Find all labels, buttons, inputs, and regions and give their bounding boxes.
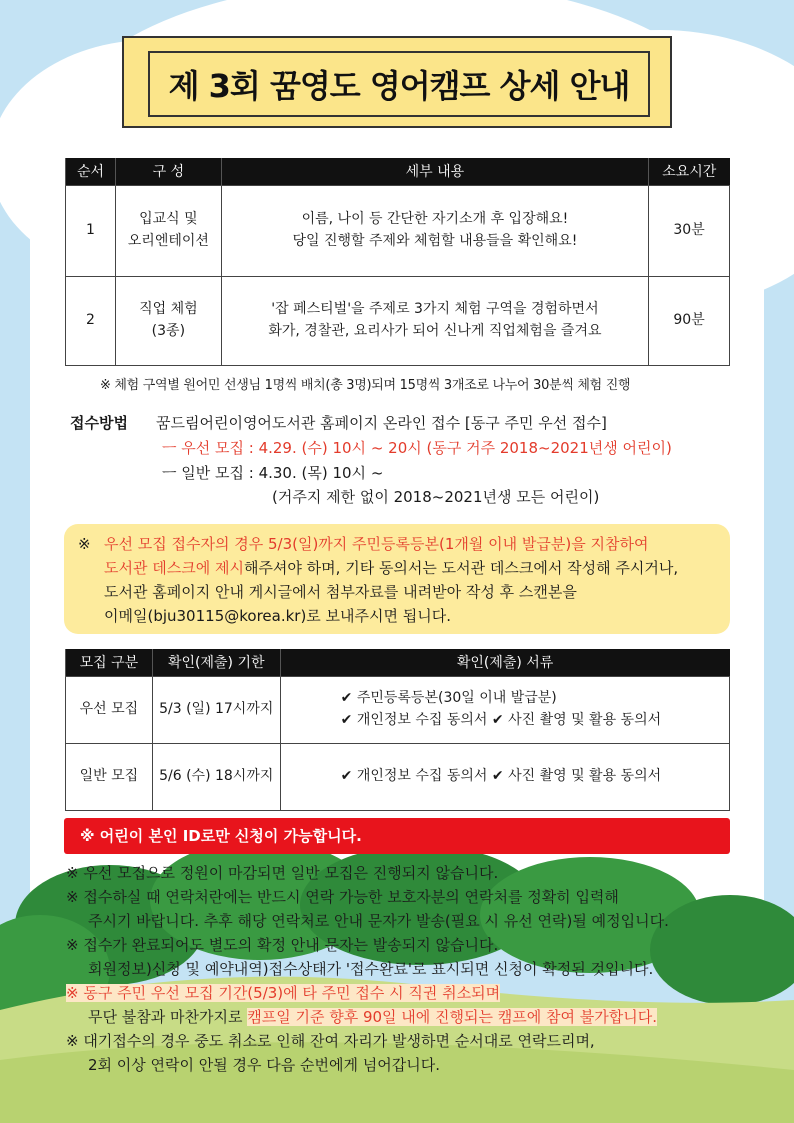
note-4a: ※ 동구 주민 우선 모집 기간(5/3)에 타 주민 접수 시 직권 취소되며 (66, 984, 501, 1002)
row-type: 일반 모집 (66, 743, 153, 810)
col-documents: 확인(제출) 서류 (280, 649, 729, 676)
note-1: ※ 우선 모집으로 정원이 마감되면 일반 모집은 진행되지 않습니다. (66, 864, 499, 882)
col-type: 모집 구분 (66, 649, 153, 676)
note-2a: ※ 접수하실 때 연락처란에는 반드시 연락 가능한 보호자분의 연락처를 정확히 입력해 (66, 888, 619, 906)
note-5b: 2회 이상 연락이 안될 경우 다음 순번에게 넘어갑니다. (88, 1056, 440, 1074)
col-details: 세부 내용 (221, 158, 648, 185)
notice-line-3: 도서관 홈페이지 안내 게시글에서 첨부자료를 내려받아 작성 후 스캔본을 (104, 583, 577, 601)
note-4b: 무단 불참과 마찬가지로 캠프일 기준 향후 90일 내에 진행되는 캠프에 참여 불가합니다. (88, 1008, 657, 1026)
table-row (66, 676, 730, 743)
note-3a: ※ 접수가 완료되어도 별도의 확정 안내 문자는 발송되지 않습니다. (66, 936, 499, 954)
col-duration: 소요시간 (649, 158, 730, 185)
notice-line-4: 이메일(bju30115@korea.kr)로 보내주시면 됩니다. (104, 607, 452, 625)
row-number: 2 (66, 276, 116, 365)
row-details: '잡 페스티벌'을 주제로 3가지 체험 구역을 경험하면서 화가, 경찰관, 요리사가 되어 신나게 직업체험을 즐겨요 (221, 276, 648, 365)
notice-line-2: 도서관 데스크에 제시해주셔야 하며, 기타 동의서는 도서관 데스크에서 작성해 주시거나, (104, 559, 679, 577)
row-name: 입교식 및 오리엔테이션 (115, 185, 221, 276)
documents-table (65, 649, 730, 811)
col-order: 순서 (66, 158, 116, 185)
notice-mark: ※ (78, 535, 91, 553)
row-documents: ✔ 주민등록등본(30일 이내 발급분) ✔ 개인정보 수집 동의서 ✔ 사진 촬영 및 활용 동의서 (280, 676, 729, 743)
registration-method: 꿈드림어린이영어도서관 홈페이지 온라인 접수 [동구 주민 우선 접수] (156, 414, 607, 432)
general-note: (거주지 제한 없이 2018~2021년생 모든 어린이) (272, 488, 600, 506)
notice-line-1: 우선 모집 접수자의 경우 5/3(일)까지 주민등록등본(1개월 이내 발급분)을 지참하여 (104, 535, 649, 553)
note-5a: ※ 대기접수의 경우 중도 취소로 인해 잔여 자리가 발생하면 순서대로 연락드리며, (66, 1032, 595, 1050)
priority-period: ㅡ 우선 모집 : 4.29. (수) 10시 ~ 20시 (동구 거주 2018~2021년생 어린이) (162, 439, 672, 457)
note-2b: 주시기 바랍니다. 추후 해당 연락처로 안내 문자가 발송(필요 시 유선 연락)될 예정입니다. (88, 912, 669, 930)
col-deadline: 확인(제출) 기한 (152, 649, 280, 676)
row-duration: 30분 (649, 185, 730, 276)
note-3b: 회원정보)신청 및 예약내역)접수상태가 '접수완료'로 표시되면 신청이 확정된 것입니다. (88, 960, 654, 978)
row-name: 직업 체험 (3종) (115, 276, 221, 365)
row-type: 우선 모집 (66, 676, 153, 743)
general-period: ㅡ 일반 모집 : 4.30. (목) 10시 ~ (162, 464, 384, 482)
notice-box (64, 524, 730, 634)
registration-label: 접수방법 (70, 414, 128, 432)
row-details: 이름, 나이 등 간단한 자기소개 후 입장해요! 당일 진행할 주제와 체험할 내용들을 확인해요! (221, 185, 648, 276)
table-row (66, 185, 730, 276)
page-title: 제 3회 꿈영도 영어캠프 상세 안내 (148, 51, 650, 117)
row-duration: 90분 (649, 276, 730, 365)
title-frame (122, 36, 672, 128)
table-row (66, 276, 730, 365)
row-number: 1 (66, 185, 116, 276)
id-only-banner: ※ 어린이 본인 ID로만 신청이 가능합니다. (64, 818, 730, 854)
schedule-table (65, 158, 730, 366)
schedule-footnote: ※ 체험 구역별 원어민 선생님 1명씩 배치(총 3명)되며 15명씩 3개조로 나누어 30분씩 체험 진행 (100, 378, 631, 393)
row-deadline: 5/6 (수) 18시까지 (152, 743, 280, 810)
col-component: 구 성 (115, 158, 221, 185)
row-documents: ✔ 개인정보 수집 동의서 ✔ 사진 촬영 및 활용 동의서 (280, 743, 729, 810)
table-row (66, 743, 730, 810)
row-deadline: 5/3 (일) 17시까지 (152, 676, 280, 743)
